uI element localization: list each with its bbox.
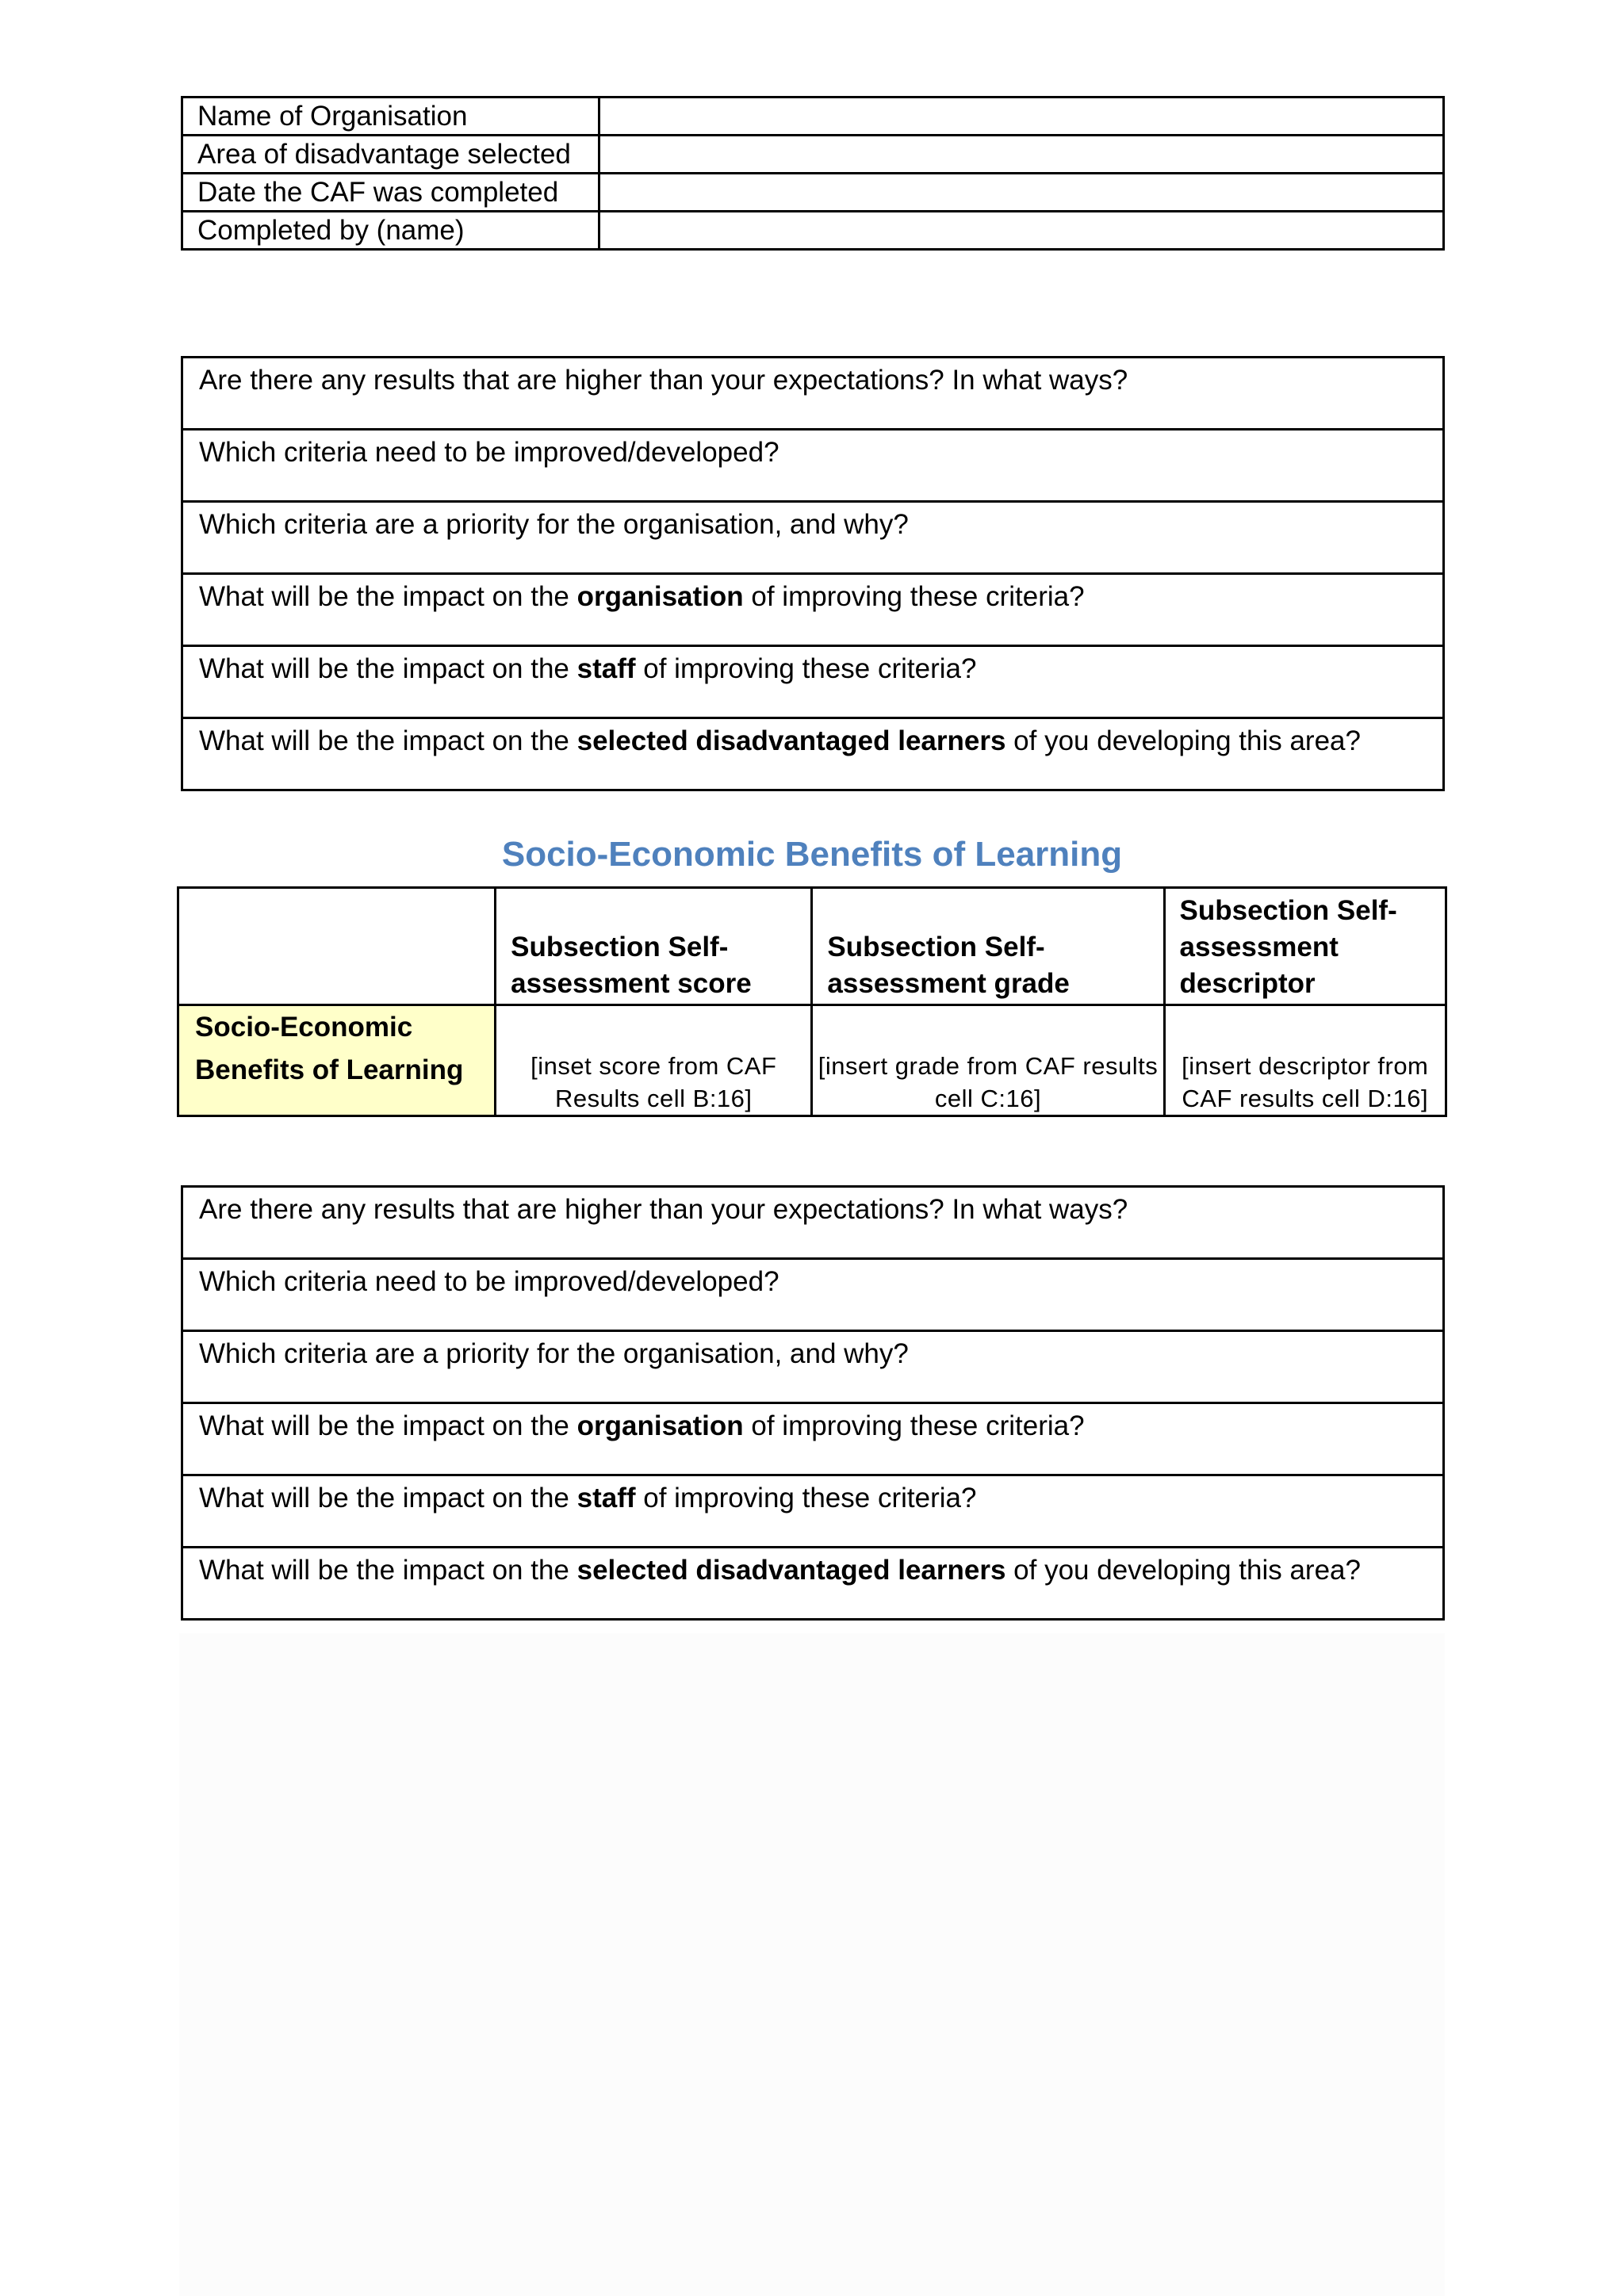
question-cell[interactable] xyxy=(182,646,1444,718)
question-cell[interactable] xyxy=(182,502,1444,574)
question-text: What will be the impact on the xyxy=(199,581,577,612)
question-text: What will be the impact on the xyxy=(199,1410,577,1441)
question-text: What will be the impact on the xyxy=(199,1555,577,1586)
reflection-questions-table xyxy=(181,356,1445,791)
question-cell[interactable] xyxy=(182,1259,1444,1331)
question-emphasis: staff xyxy=(576,1483,636,1513)
section-title: Socio-Economic Benefits of Learning xyxy=(501,835,1123,874)
header-grade: Subsection Self-assessment grade xyxy=(812,888,1164,1005)
row-label: Socio-Economic Benefits of Learning xyxy=(178,1005,496,1116)
info-row xyxy=(182,174,1444,212)
question-cell[interactable] xyxy=(182,358,1444,430)
question-emphasis: staff xyxy=(576,653,636,684)
question-cell[interactable] xyxy=(182,574,1444,646)
header-descriptor: Subsection Self-assessment descriptor xyxy=(1164,888,1446,1005)
question-cell[interactable] xyxy=(182,1403,1444,1475)
question-text: Which criteria are a priority for the organisation, and why? xyxy=(199,1338,909,1369)
question-text: of improving these criteria? xyxy=(635,1483,977,1513)
info-label: Date the CAF was completed xyxy=(182,174,599,212)
question-cell[interactable] xyxy=(182,1331,1444,1403)
data-row xyxy=(178,1005,1446,1116)
question-cell[interactable] xyxy=(182,1475,1444,1548)
page-background xyxy=(179,1633,1445,2296)
info-value-field[interactable] xyxy=(599,212,1444,250)
grade-cell[interactable]: [insert grade from CAF results cell C:16] xyxy=(812,1005,1164,1116)
question-text: What will be the impact on the xyxy=(199,725,577,756)
organisation-info-table xyxy=(181,96,1445,251)
score-cell[interactable]: [inset score from CAF Results cell B:16] xyxy=(496,1005,812,1116)
reflection-questions-table xyxy=(181,1185,1445,1621)
question-text: What will be the impact on the xyxy=(199,1483,577,1513)
question-cell[interactable] xyxy=(182,1187,1444,1259)
question-emphasis: organisation xyxy=(576,1410,744,1441)
info-value-field[interactable] xyxy=(599,98,1444,136)
question-text: of you developing this area? xyxy=(1005,1555,1361,1586)
question-text: of improving these criteria? xyxy=(743,1410,1085,1441)
header-row xyxy=(178,888,1446,1005)
question-cell[interactable] xyxy=(182,430,1444,502)
question-text: of improving these criteria? xyxy=(635,653,977,684)
header-score: Subsection Self-assessment score xyxy=(496,888,812,1005)
info-label: Name of Organisation xyxy=(182,98,599,136)
question-emphasis: selected disadvantaged learners xyxy=(576,1555,1006,1586)
self-assessment-table xyxy=(177,886,1447,1117)
info-label: Completed by (name) xyxy=(182,212,599,250)
question-text: of you developing this area? xyxy=(1005,725,1361,756)
info-row xyxy=(182,212,1444,250)
header-blank-cell xyxy=(178,888,496,1005)
info-label: Area of disadvantage selected xyxy=(182,136,599,174)
question-text: What will be the impact on the xyxy=(199,653,577,684)
question-text: Which criteria need to be improved/developed? xyxy=(199,1266,779,1297)
question-cell[interactable] xyxy=(182,1548,1444,1620)
question-text: Are there any results that are higher than your expectations? In what ways? xyxy=(199,365,1128,396)
question-text: Are there any results that are higher than your expectations? In what ways? xyxy=(199,1194,1128,1225)
question-text: of improving these criteria? xyxy=(743,581,1085,612)
question-emphasis: organisation xyxy=(576,581,744,612)
question-text: Which criteria are a priority for the organisation, and why? xyxy=(199,509,909,540)
question-text: Which criteria need to be improved/developed? xyxy=(199,437,779,468)
info-value-field[interactable] xyxy=(599,136,1444,174)
info-value-field[interactable] xyxy=(599,174,1444,212)
info-row xyxy=(182,98,1444,136)
question-emphasis: selected disadvantaged learners xyxy=(576,725,1006,756)
descriptor-cell[interactable]: [insert descriptor from CAF results cell D:16] xyxy=(1164,1005,1446,1116)
info-row xyxy=(182,136,1444,174)
question-cell[interactable] xyxy=(182,718,1444,790)
